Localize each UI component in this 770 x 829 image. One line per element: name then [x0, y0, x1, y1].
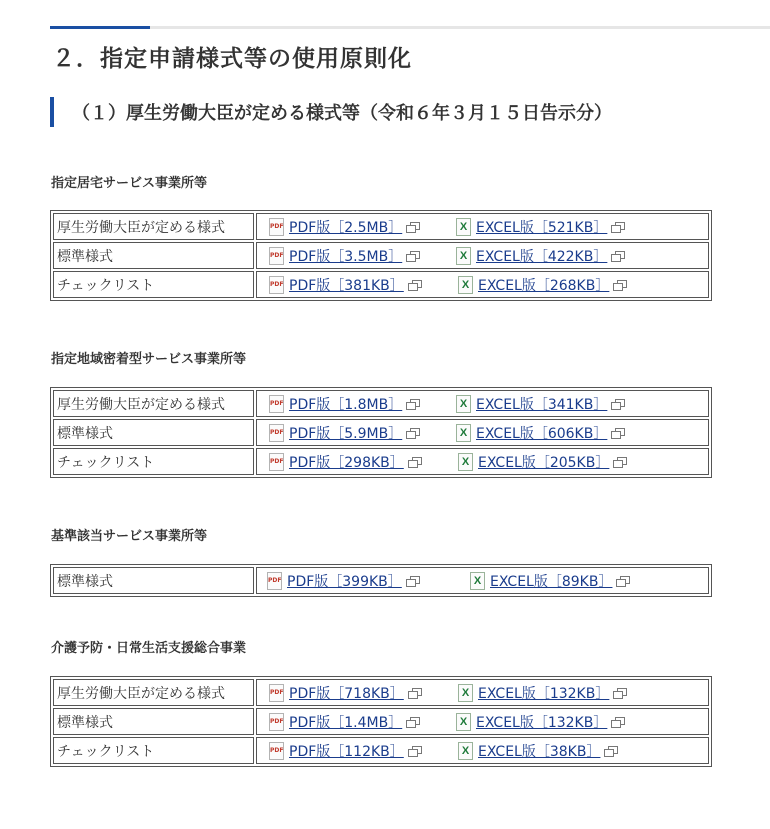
external-window-icon — [408, 457, 420, 467]
external-window-icon — [613, 457, 625, 467]
excel-download-link[interactable]: EXCEL版［205KB］ — [478, 454, 610, 471]
table-row — [53, 737, 709, 764]
pdf-file-icon: PDF — [269, 713, 284, 731]
row-label: 厚生労働大臣が定める様式 — [53, 679, 254, 706]
pdf-download-link[interactable]: PDF版［5.9MB］ — [289, 425, 403, 442]
excel-link-group — [456, 394, 623, 414]
row-label: 厚生労働大臣が定める様式 — [53, 213, 254, 240]
pdf-link-group — [269, 275, 420, 295]
pdf-link-group — [269, 683, 420, 703]
external-window-icon — [406, 251, 418, 261]
links-cell — [256, 708, 709, 735]
pdf-link-group — [269, 452, 420, 472]
table-row — [53, 679, 709, 706]
excel-link-group — [456, 712, 623, 732]
pdf-link-group — [269, 741, 420, 761]
pdf-download-link[interactable]: PDF版［1.4MB］ — [289, 714, 403, 731]
pdf-link-group — [269, 423, 418, 443]
external-window-icon — [406, 399, 418, 409]
external-window-icon — [613, 688, 625, 698]
excel-link-group — [458, 683, 625, 703]
section-title-kyotaku: 指定居宅サービス事業所等 — [51, 176, 208, 191]
excel-download-link[interactable]: EXCEL版［268KB］ — [478, 277, 610, 294]
excel-file-icon: X — [458, 453, 473, 471]
excel-file-icon: X — [456, 218, 471, 236]
excel-link-group — [458, 452, 625, 472]
row-label: チェックリスト — [53, 448, 254, 475]
excel-file-icon: X — [458, 276, 473, 294]
links-cell — [256, 390, 709, 417]
links-cell — [256, 737, 709, 764]
excel-link-group — [458, 741, 616, 761]
excel-download-link[interactable]: EXCEL版［132KB］ — [476, 714, 608, 731]
external-window-icon — [408, 688, 420, 698]
external-window-icon — [613, 280, 625, 290]
pdf-file-icon: PDF — [267, 572, 282, 590]
pdf-download-link[interactable]: PDF版［399KB］ — [287, 573, 402, 590]
links-cell — [256, 679, 709, 706]
table-row — [53, 419, 709, 446]
pdf-link-group — [269, 217, 418, 237]
links-cell — [256, 567, 709, 594]
excel-download-link[interactable]: EXCEL版［521KB］ — [476, 219, 608, 236]
pdf-link-group — [269, 712, 418, 732]
pdf-download-link[interactable]: PDF版［718KB］ — [289, 685, 404, 702]
external-window-icon — [406, 717, 418, 727]
table-row — [53, 448, 709, 475]
excel-download-link[interactable]: EXCEL版［606KB］ — [476, 425, 608, 442]
pdf-download-link[interactable]: PDF版［298KB］ — [289, 454, 404, 471]
excel-link-group — [456, 217, 623, 237]
row-label: 標準様式 — [53, 242, 254, 269]
pdf-file-icon: PDF — [269, 276, 284, 294]
excel-download-link[interactable]: EXCEL版［422KB］ — [476, 248, 608, 265]
row-label: チェックリスト — [53, 737, 254, 764]
links-cell — [256, 242, 709, 269]
external-window-icon — [611, 428, 623, 438]
external-window-icon — [406, 428, 418, 438]
excel-download-link[interactable]: EXCEL版［89KB］ — [490, 573, 613, 590]
pdf-download-link[interactable]: PDF版［3.5MB］ — [289, 248, 403, 265]
row-label: チェックリスト — [53, 271, 254, 298]
excel-file-icon: X — [458, 684, 473, 702]
excel-download-link[interactable]: EXCEL版［38KB］ — [478, 743, 601, 760]
external-window-icon — [611, 717, 623, 727]
table-row — [53, 567, 709, 594]
external-window-icon — [406, 222, 418, 232]
external-window-icon — [408, 280, 420, 290]
top-divider-accent — [50, 26, 150, 29]
pdf-file-icon: PDF — [269, 742, 284, 760]
external-window-icon — [616, 576, 628, 586]
row-label: 標準様式 — [53, 708, 254, 735]
links-cell — [256, 213, 709, 240]
external-window-icon — [604, 746, 616, 756]
table-sogo — [50, 676, 712, 767]
section-title-chiiki: 指定地域密着型サービス事業所等 — [51, 352, 247, 367]
pdf-link-group — [267, 571, 418, 591]
pdf-link-group — [269, 394, 418, 414]
excel-file-icon: X — [470, 572, 485, 590]
excel-download-link[interactable]: EXCEL版［341KB］ — [476, 396, 608, 413]
page-heading: ２．指定申請様式等の使用原則化 — [52, 46, 412, 72]
external-window-icon — [611, 222, 623, 232]
links-cell — [256, 271, 709, 298]
excel-file-icon: X — [456, 247, 471, 265]
subheading: （１）厚生労働大臣が定める様式等（令和６年３月１５日告示分） — [72, 103, 612, 124]
links-cell — [256, 419, 709, 446]
table-row — [53, 708, 709, 735]
excel-link-group — [458, 275, 625, 295]
excel-file-icon: X — [456, 713, 471, 731]
row-label: 厚生労働大臣が定める様式 — [53, 390, 254, 417]
top-divider — [50, 26, 770, 29]
table-row — [53, 271, 709, 298]
external-window-icon — [408, 746, 420, 756]
pdf-link-group — [269, 246, 418, 266]
pdf-file-icon: PDF — [269, 453, 284, 471]
external-window-icon — [611, 399, 623, 409]
external-window-icon — [611, 251, 623, 261]
table-chiiki — [50, 387, 712, 478]
excel-link-group — [456, 423, 623, 443]
pdf-download-link[interactable]: PDF版［112KB］ — [289, 743, 404, 760]
pdf-file-icon: PDF — [269, 247, 284, 265]
subheading-accent-bar — [50, 97, 54, 127]
pdf-file-icon: PDF — [269, 424, 284, 442]
pdf-file-icon: PDF — [269, 684, 284, 702]
excel-link-group — [470, 571, 628, 591]
excel-file-icon: X — [458, 742, 473, 760]
excel-file-icon: X — [456, 395, 471, 413]
row-label: 標準様式 — [53, 419, 254, 446]
table-row — [53, 390, 709, 417]
table-kijun — [50, 564, 712, 597]
external-window-icon — [406, 576, 418, 586]
table-kyotaku — [50, 210, 712, 301]
table-row — [53, 242, 709, 269]
pdf-download-link[interactable]: PDF版［1.8MB］ — [289, 396, 403, 413]
pdf-download-link[interactable]: PDF版［381KB］ — [289, 277, 404, 294]
pdf-file-icon: PDF — [269, 395, 284, 413]
excel-download-link[interactable]: EXCEL版［132KB］ — [478, 685, 610, 702]
pdf-file-icon: PDF — [269, 218, 284, 236]
excel-file-icon: X — [456, 424, 471, 442]
pdf-download-link[interactable]: PDF版［2.5MB］ — [289, 219, 403, 236]
links-cell — [256, 448, 709, 475]
section-title-sogo: 介護予防・日常生活支援総合事業 — [51, 641, 247, 656]
section-title-kijun: 基準該当サービス事業所等 — [51, 529, 208, 544]
excel-link-group — [456, 246, 623, 266]
row-label: 標準様式 — [53, 567, 254, 594]
table-row — [53, 213, 709, 240]
